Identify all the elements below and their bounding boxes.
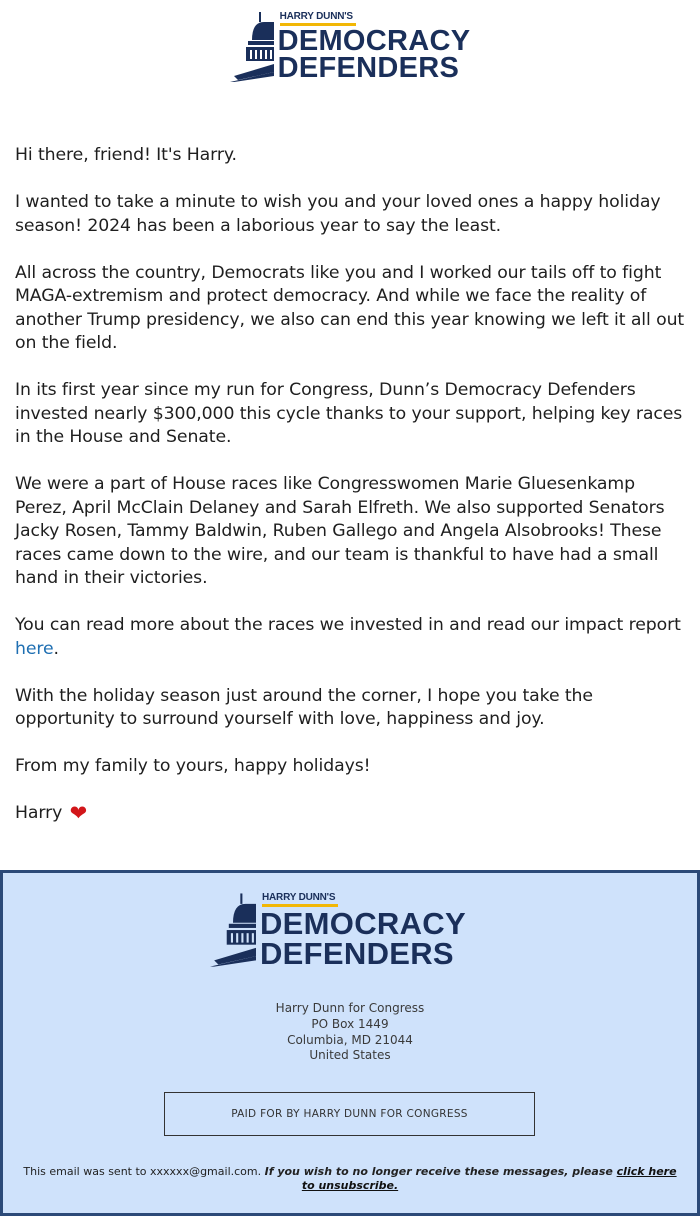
signature: Harry ❤ [15, 801, 88, 825]
logo-line-1: DEMOCRACY [277, 25, 471, 57]
greeting: Hi there, friend! It's Harry. [15, 145, 237, 165]
recipient-email: xxxxxx@gmail.com [150, 1165, 258, 1178]
capitol-dome-icon [230, 10, 274, 82]
unsubscribe-link[interactable]: click here to unsubscribe. [301, 1165, 677, 1192]
paragraph-holiday-wish: I wanted to take a minute to wish you and your loved ones a happy holiday season! 2024 has been a laborious year to say the least. [15, 192, 661, 236]
paragraph-impact-report: You can read more about the races we invested in and read our impact report here. [15, 615, 681, 659]
logo-kicker: HARRY DUNN'S [280, 11, 356, 26]
paragraph-family: From my family to yours, happy holidays! [15, 756, 371, 776]
email-header [0, 0, 700, 112]
email-body [0, 112, 700, 826]
logo-line-2: DEFENDERS [277, 52, 460, 84]
footer-logo-line-1: DEMOCRACY [260, 906, 466, 941]
unsubscribe-notice: This email was sent to xxxxxx@gmail.com. If you wish to no longer receive these messages, please click here to unsubscribe. [23, 1165, 677, 1192]
email-footer [0, 870, 700, 1216]
footer-logo-line-2: DEFENDERS [260, 936, 454, 971]
paragraph-races: We were a part of House races like Congresswomen Marie Gluesenkamp Perez, April McClain Delaney and Sarah Elfreth. We also supported Senators Jacky Rosen, Tammy Baldwin, Ruben Gallego and Angela Alsobrooks! These races came down to the wire, and our team is thankful to have had a small hand in their victories. [15, 474, 665, 588]
paid-for-disclaimer: PAID FOR BY HARRY DUNN FOR CONGRESS [164, 1092, 535, 1136]
heart-icon: ❤ [69, 801, 88, 825]
address-line: PO Box 1449 [311, 1016, 389, 1031]
footer-logo [210, 889, 466, 969]
democracy-defenders-logo [230, 10, 471, 82]
capitol-dome-icon [210, 889, 256, 969]
mailing-address [3, 1001, 697, 1064]
address-line: Columbia, MD 21044 [287, 1032, 413, 1047]
paragraph-holiday-season: With the holiday season just around the corner, I hope you take the opportunity to surround yourself with love, happiness and joy. [15, 685, 593, 729]
footer-logo-kicker: HARRY DUNN'S [262, 892, 338, 907]
impact-report-link[interactable]: here [15, 638, 54, 659]
paragraph-maga: All across the country, Democrats like you and I worked our tails off to fight MAGA-extremism and protect democracy. And while we face the reality of another Trump presidency, we also can end this year knowing we left it all out on the field. [15, 262, 685, 353]
paragraph-investment: In its first year since my run for Congress, Dunn’s Democracy Defenders invested nearly $300,000 this cycle thanks to your support, helping key races in the House and Senate. [15, 380, 683, 447]
address-line: Harry Dunn for Congress [275, 1001, 425, 1015]
address-line: United States [309, 1048, 391, 1063]
